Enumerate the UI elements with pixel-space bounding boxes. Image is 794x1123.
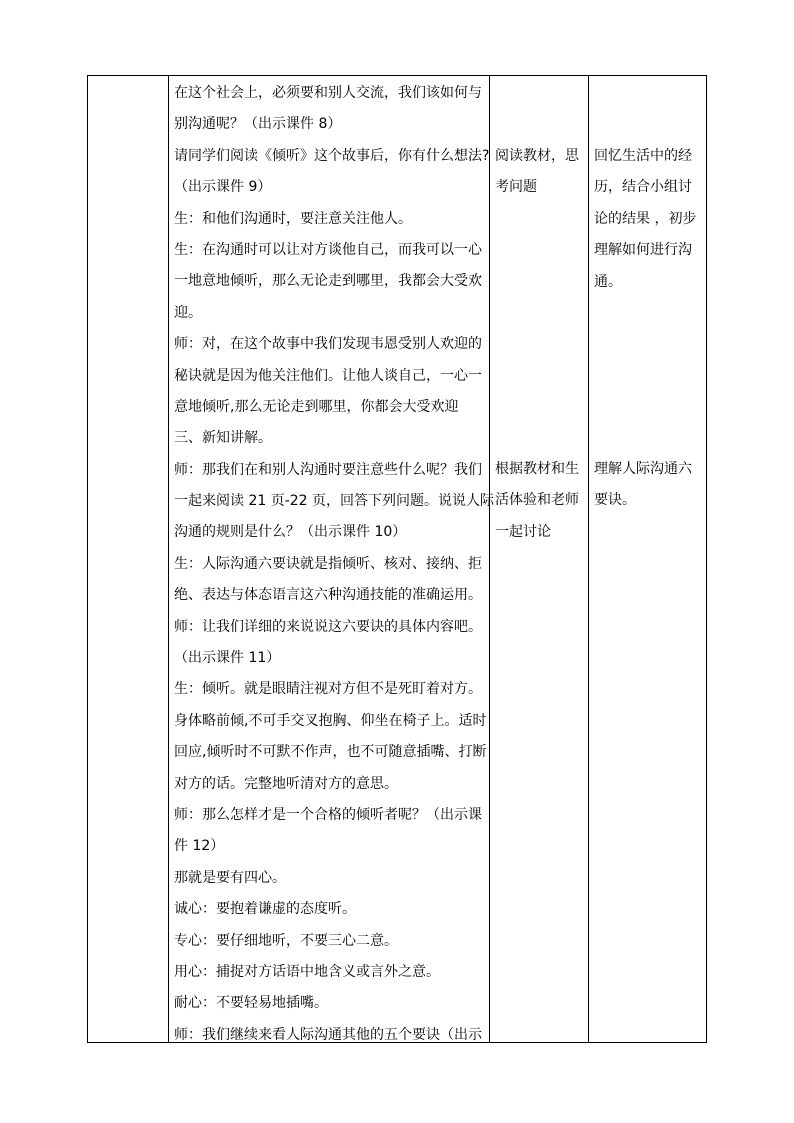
teacher-activity-line: 师：我们继续来看人际沟通其他的五个要诀（出示: [174, 1026, 482, 1043]
teacher-activity-line: 请同学们阅读《倾听》这个故事后，你有什么想法?: [174, 147, 490, 164]
design-intent-line: 历，结合小组讨: [594, 179, 692, 196]
teacher-activity-line: 秘诀就是因为他关注他们。让他人谈自己，一心一: [174, 367, 482, 384]
design-intent-line: 论的结果 ，初步: [594, 210, 697, 227]
column-divider: [168, 76, 169, 1042]
lesson-table: [87, 75, 707, 1043]
design-intent-line: 通。: [594, 273, 622, 290]
design-intent-block: [594, 454, 692, 517]
teacher-activity-line: 迎。: [174, 304, 202, 321]
student-activity-line: 阅读教材，思: [495, 148, 579, 164]
teacher-activity-line: 那就是要有四心。: [174, 869, 286, 886]
teacher-activity-line: 绝、表达与体态语言这六种沟通技能的准确运用。: [174, 587, 482, 604]
student-activity-line: 考问题: [495, 179, 537, 196]
teacher-activity-line: 在这个社会上，必须要和别人交流，我们该如何与: [174, 85, 482, 101]
teacher-activity-line: 师：那么怎样才是一个合格的倾听者呢？（出示课: [174, 806, 482, 823]
teacher-activity-line: 三、新知讲解。: [174, 430, 272, 447]
teacher-activity-line: 诚心：要抱着谦虚的态度听。: [174, 901, 356, 918]
teacher-activity-line: 耐心：不要轻易地插嘴。: [174, 995, 328, 1012]
student-activity-line: 活体验和老师: [495, 492, 579, 509]
teacher-activity-line: 对方的话。完整地听清对方的意思。: [174, 775, 398, 792]
teacher-activity-line: 回应,倾听时不可默不作声，也不可随意插嘴、打断: [174, 744, 487, 761]
column-divider: [588, 76, 589, 1042]
teacher-activity-line: 生：在沟通时可以让对方谈他自己，而我可以一心: [174, 241, 482, 258]
design-intent-line: 要诀。: [594, 492, 636, 509]
student-activity-line: 一起讨论: [495, 523, 551, 540]
design-intent-line: 回忆生活中的经: [594, 148, 692, 164]
teacher-activity-line: 师：让我们详细的来说说这六要诀的具体内容吧。: [174, 618, 482, 635]
teacher-activity-line: 用心：捕捉对方话语中地含义或言外之意。: [174, 963, 440, 980]
teacher-activity-line: 一起来阅读 21 页-22 页，回答下列问题。说说人际: [174, 493, 495, 510]
teacher-activity-line: （出示课件 11）: [174, 650, 281, 667]
teacher-activity-line: 生：和他们沟通时，要注意关注他人。: [174, 210, 412, 227]
teacher-activity-line: 一地意地倾听，那么无论走到哪里，我都会大受欢: [174, 273, 482, 290]
design-intent-line: 理解人际沟通六: [594, 461, 692, 477]
teacher-activity-line: 师：那我们在和别人沟通时要注意些什么呢？我们: [174, 461, 482, 478]
teacher-activity-line: 专心：要仔细地听，不要三心二意。: [174, 932, 398, 949]
teacher-activity-column: [174, 76, 495, 1051]
teacher-activity-line: 件 12）: [174, 838, 225, 855]
teacher-activity-line: 意地倾听,那么无论走到哪里，你都会大受欢迎: [174, 398, 459, 415]
design-intent-block: [594, 141, 696, 298]
design-intent-line: 理解如何进行沟: [594, 242, 692, 259]
teacher-activity-line: 沟通的规则是什么？（出示课件 10）: [174, 524, 407, 541]
teacher-activity-line: 师：对，在这个故事中我们发现韦恩受别人欢迎的: [174, 336, 482, 353]
teacher-activity-line: 身体略前倾,不可手交叉抱胸、仰坐在椅子上。适时: [174, 712, 487, 729]
teacher-activity-line: 生：人际沟通六要诀就是指倾听、核对、接纳、拒: [174, 555, 482, 572]
teacher-activity-line: 生：倾听。就是眼睛注视对方但不是死盯着对方。: [174, 681, 482, 698]
teacher-activity-line: 别沟通呢？（出示课件 8）: [174, 116, 342, 133]
teacher-activity-line: （出示课件 9）: [174, 179, 272, 196]
student-activity-block: [495, 141, 579, 204]
student-activity-line: 根据教材和生: [495, 461, 579, 477]
student-activity-block: [495, 454, 579, 548]
